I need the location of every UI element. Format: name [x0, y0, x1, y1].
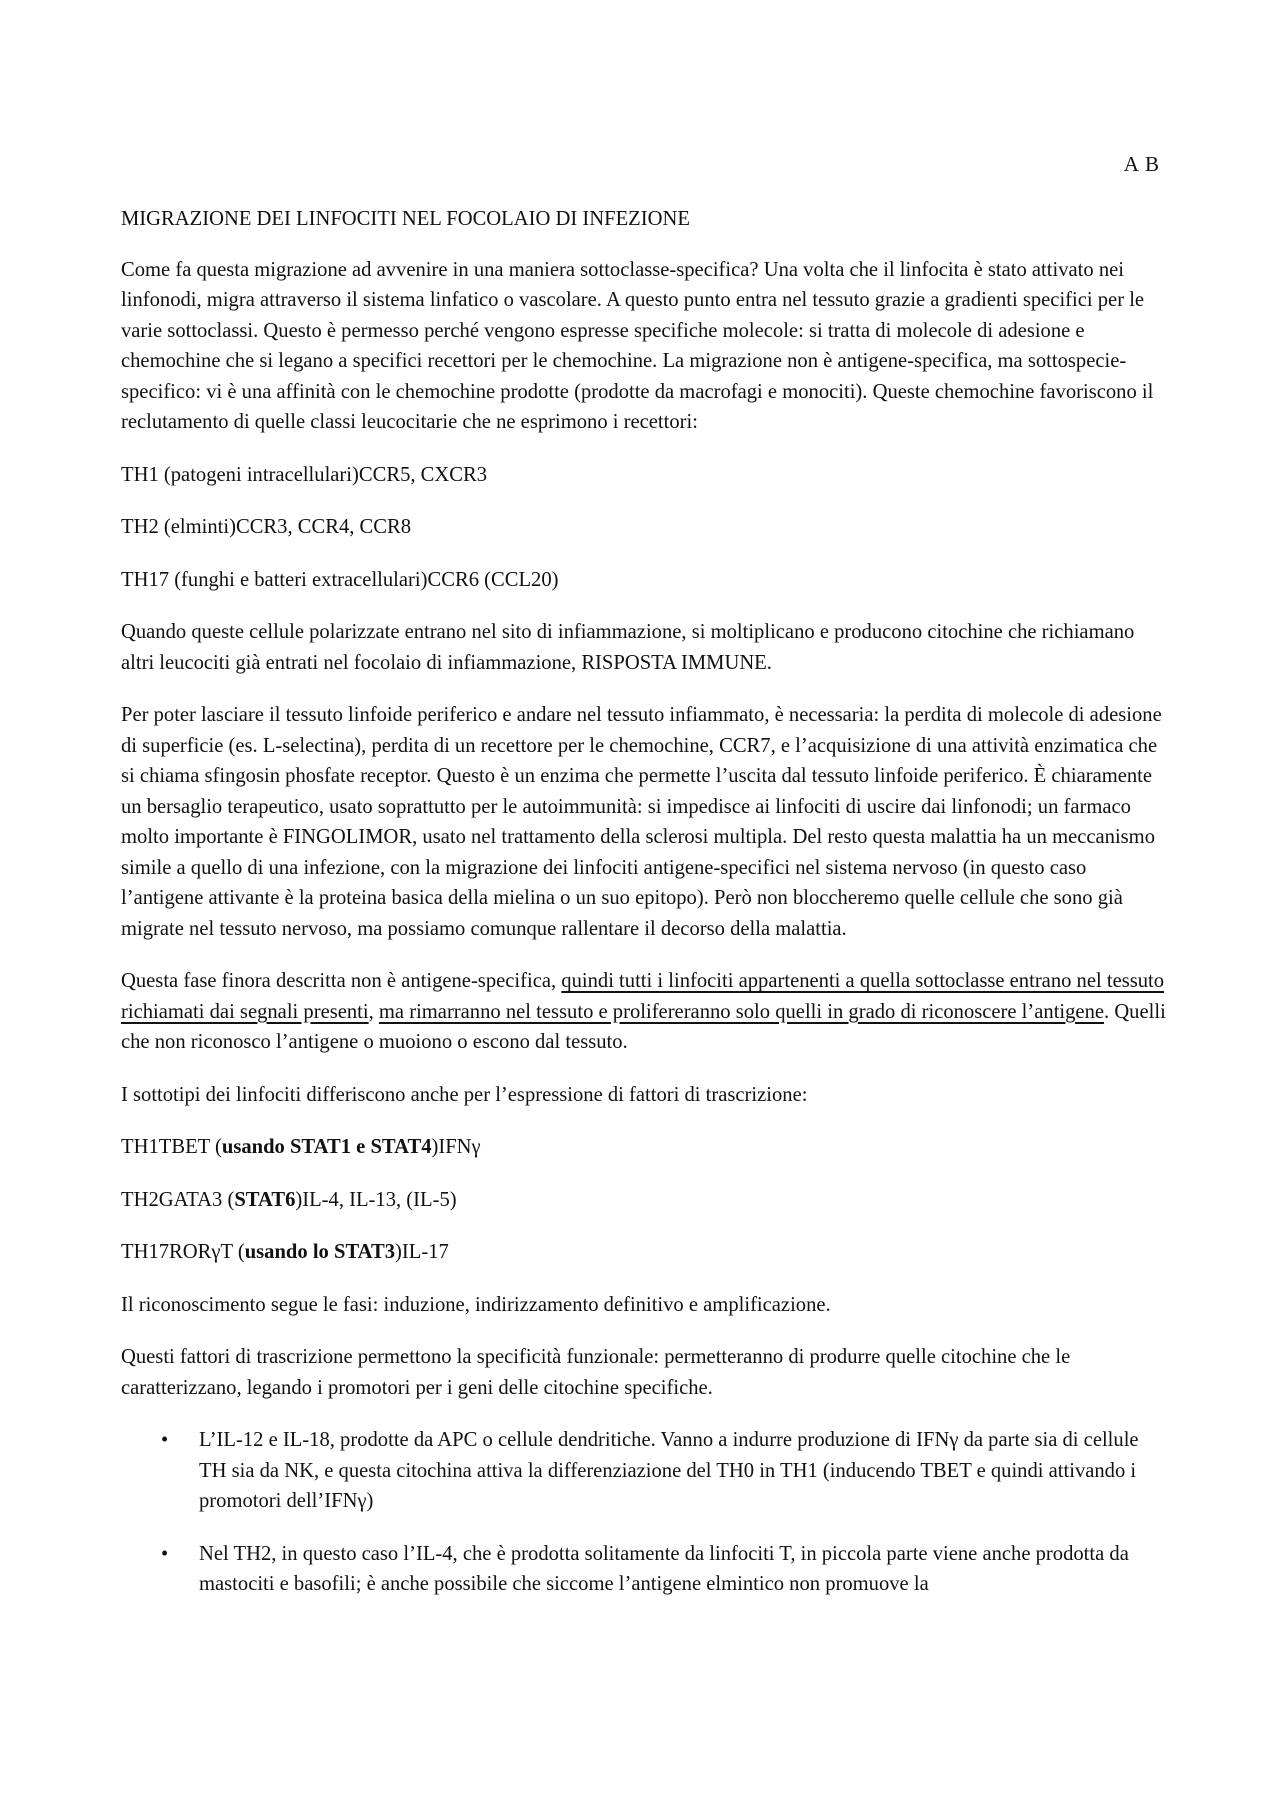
list-item-text: Nel TH2, in questo caso l’IL-4, che è prodotta solitamente da linfociti T, in piccola parte viene anche prodotta da mastociti e basofili; è anche possibile che siccome l’antigene elmintico non promuove la — [199, 1542, 1129, 1595]
th2-chemokine-line: TH2 (elminti)CCR3, CCR4, CCR8 — [121, 516, 412, 538]
paragraph-transcription-factors: I sottotipi dei linfociti differiscono anche per l’espressione di fattori di trascrizione: — [121, 1083, 808, 1106]
list-item — [121, 1425, 1166, 1517]
bullet-marker: • — [161, 1429, 169, 1451]
text-run: )IL-17 — [395, 1241, 449, 1263]
underlined-text: quindi tutti i linfociti appartenenti a quella sottoclasse entrano nel tessuto richiamati dai segnali presenti — [121, 970, 1165, 1023]
paragraph-migration: Come fa questa migrazione ad avvenire in una maniera sottoclasse-specifica? Una volta che il linfocita è stato attivato nei linfonodi, migra attraverso il sistema linfatico o vascolare. A questo punto entra nel tessuto grazie a gradienti specifici per le varie sottoclassi. Questo è permesso perché vengono espresse specifiche molecole: si tratta di molecole di adesione e chemochine che si legano a specifici recettori per le chemochine. La migrazione non è antigene-specifica, ma sottospecie-specifico: vi è una affinità con le chemochine prodotte (prodotte da macrofagi e monociti). Queste chemochine favoriscono il reclutamento di quelle classi leucocitarie che ne esprimono i recettori: — [121, 258, 1154, 433]
th2-transcription-line — [121, 1185, 1166, 1216]
text-run: . Quelli che non riconosco l’antigene o muoiono o escono dal tessuto. — [121, 1000, 1166, 1053]
bold-text: usando lo STAT3 — [244, 1241, 396, 1263]
text-run: TH1TBET ( — [121, 1136, 222, 1158]
th1-transcription-line — [121, 1132, 1166, 1163]
paragraph-tissue-exit: Per poter lasciare il tessuto linfoide periferico e andare nel tessuto infiammato, è necessaria: la perdita di molecole di adesione di superficie (es. L-selectina), perdita di un recettore per le chemochine, CCR7, e l’acquisizione di una attività enzimatica che si chiama sfingosin phosfate receptor. Questo è un enzima che permette l’uscita dal tessuto linfoide periferico. È chiaramente un bersaglio terapeutico, usato soprattutto per le autoimmunità: si impedisce ai linfociti di uscire dai linfonodi; un farmaco molto importante è FINGOLIMOR, usato nel trattamento della sclerosi multipla. Del resto questa malattia ha un meccanismo simile a quello di una infezione, con la migrazione dei linfociti antigene-specifici nel sistema nervoso (in questo caso l’antigene attivante è la proteina basica della mielina o un suo epitopo). Però non bloccheremo quelle cellule che sono già migrate nel tessuto nervoso, ma possiamo comunque rallentare il decorso della malattia. — [121, 704, 1162, 940]
bold-text: STAT6 — [234, 1188, 296, 1211]
bullet-marker: • — [161, 1542, 169, 1565]
document-body — [121, 204, 1166, 1622]
text-run: )IL-4, IL-13, (IL-5) — [295, 1188, 457, 1211]
th17-transcription-line — [121, 1237, 1166, 1268]
paragraph-antigen-specificity — [121, 966, 1166, 1058]
bullet-list — [121, 1425, 1166, 1600]
list-item — [121, 1539, 1166, 1600]
text-run: )IFNγ — [431, 1136, 481, 1158]
text-run: Questa fase finora descritta non è antigene-specifica, — [121, 970, 562, 992]
header-initials: A B — [1123, 152, 1160, 176]
text-run: , — [368, 1000, 379, 1023]
section-title: MIGRAZIONE DEI LINFOCITI NEL FOCOLAIO DI INFEZIONE — [121, 208, 690, 230]
text-run: TH2GATA3 ( — [121, 1188, 235, 1211]
paragraph-polarized-cells: Quando queste cellule polarizzate entrano nel sito di infiammazione, si moltiplicano e producono citochine che richiamano altri leucociti già entrati nel focolaio di infiammazione, RISPOSTA IMMUNE. — [121, 621, 1135, 674]
th1-chemokine-line: TH1 (patogeni intracellulari)CCR5, CXCR3 — [121, 463, 488, 486]
paragraph-recognition-phases: Il riconoscimento segue le fasi: induzione, indirizzamento definitivo e amplificazione. — [121, 1293, 831, 1316]
list-item-text: L’IL-12 e IL-18, prodotte da APC o cellule dendritiche. Vanno a indurre produzione di IFNγ da parte sia di cellule TH sia da NK, e questa citochina attiva la differenziazione del TH0 in TH1 (inducendo TBET e quindi attivando i promotori dell’IFNγ) — [199, 1429, 1139, 1512]
paragraph-functional-specificity: Questi fattori di trascrizione permettono la specificità funzionale: permetteranno di produrre quelle citochine che le caratterizzano, legando i promotori per i geni delle citochine specifiche. — [121, 1346, 1071, 1399]
text-run: TH17RORγT ( — [121, 1241, 245, 1263]
bold-text: usando STAT1 e STAT4 — [221, 1136, 432, 1158]
th17-chemokine-line: TH17 (funghi e batteri extracellulari)CCR6 (CCL20) — [121, 568, 559, 591]
underlined-text: ma rimarranno nel tessuto e prolifereranno solo quelli in grado di riconoscere l’antigene — [378, 1000, 1105, 1023]
